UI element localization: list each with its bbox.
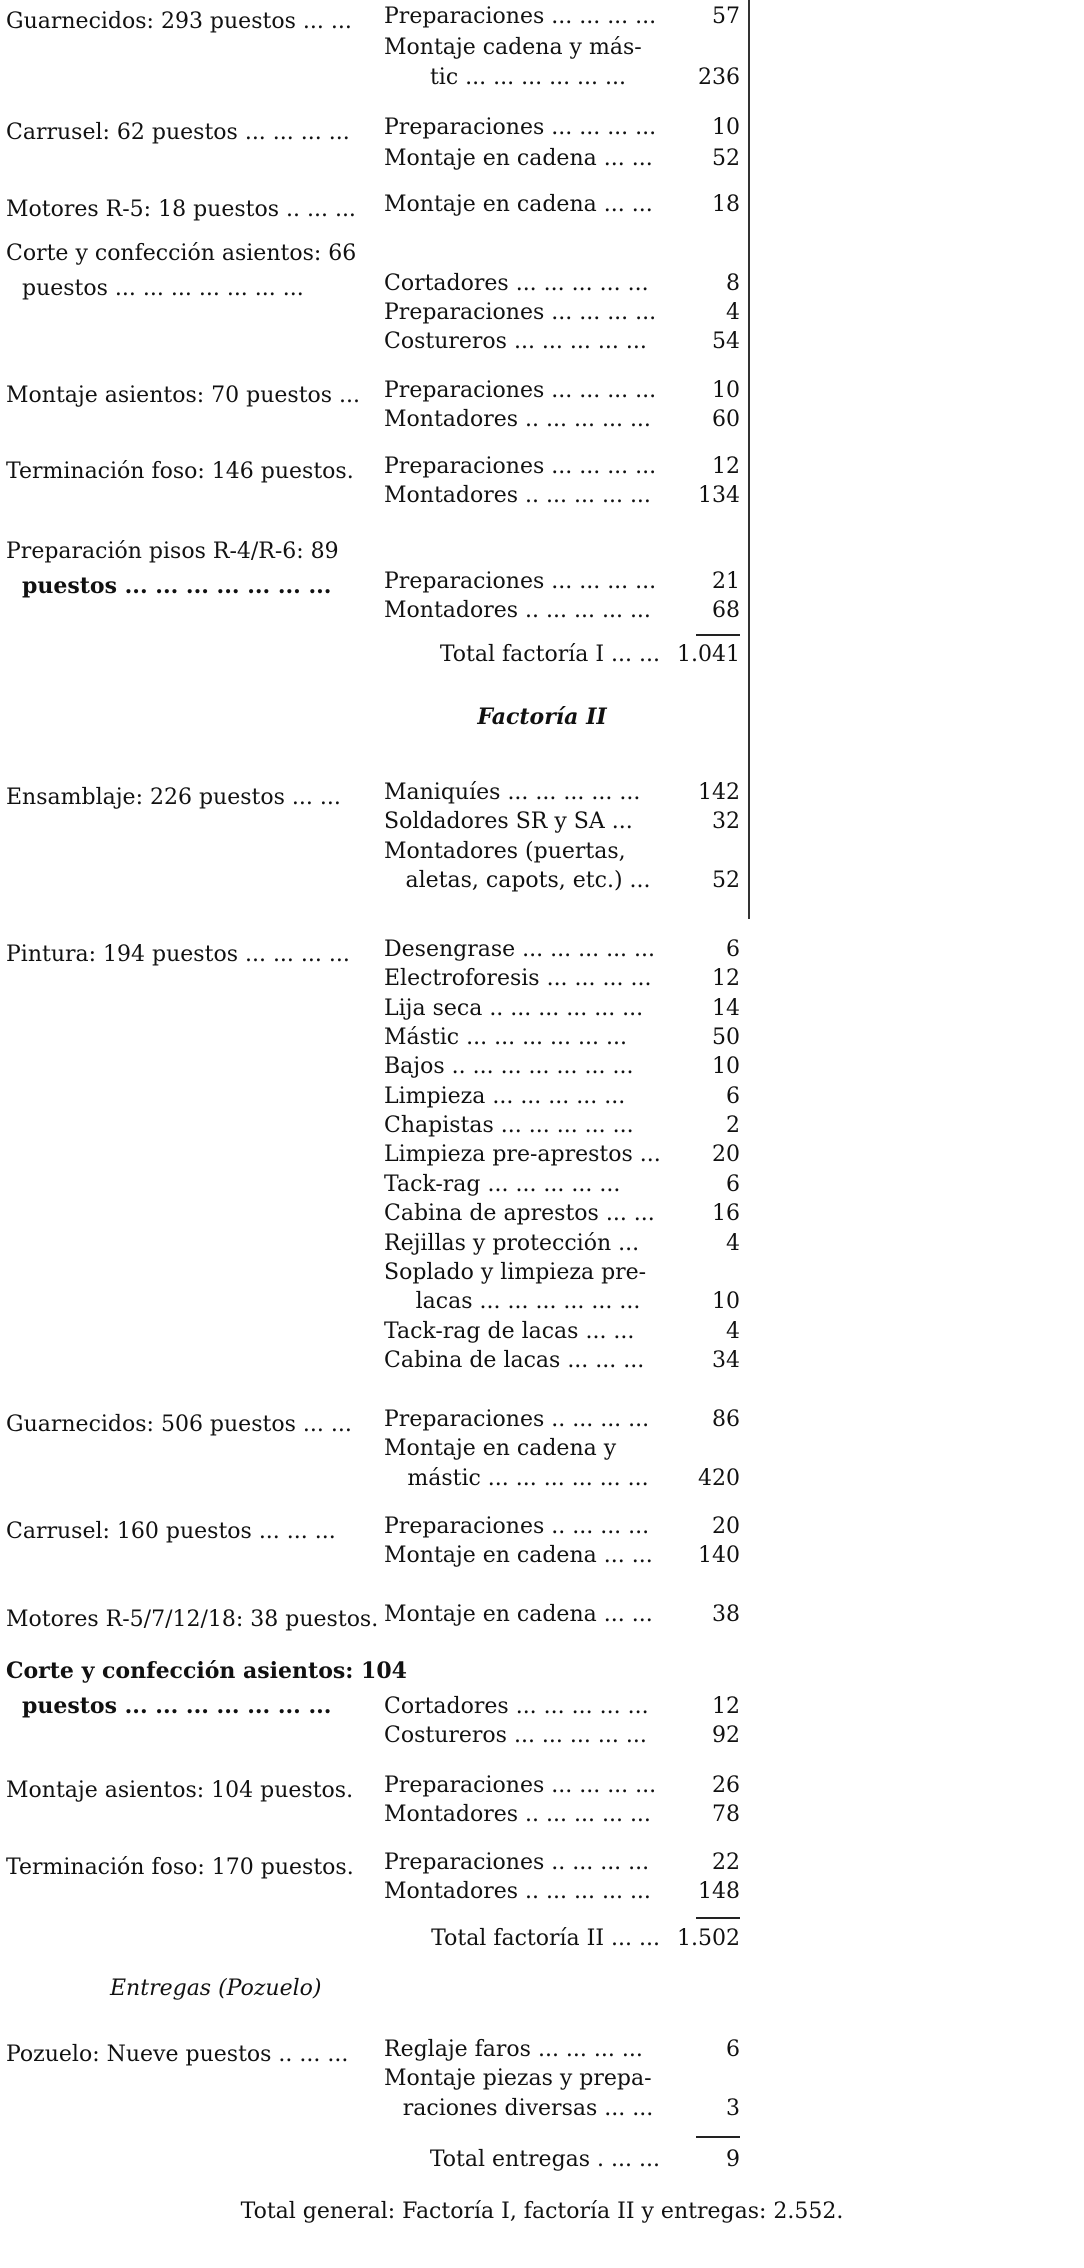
entry-row: Reglaje faros ... ... ... ... 6 bbox=[384, 2037, 740, 2062]
entry-row: Preparaciones ... ... ... ... 21 bbox=[384, 569, 740, 594]
entry-row: Preparaciones ... ... ... ... 12 bbox=[384, 454, 740, 479]
entry-row: Preparaciones ... ... ... ... 10 bbox=[384, 115, 740, 140]
section-label: Montaje asientos: 70 puestos ... bbox=[6, 383, 361, 408]
entry-row: Montadores .. ... ... ... ... 134 bbox=[384, 483, 740, 508]
subtotal-value: 1.502 bbox=[677, 1926, 740, 1951]
entry-row: Montaje en cadena ... ... 18 bbox=[384, 192, 740, 217]
entry-row: Montaje en cadena ... ... 52 bbox=[384, 146, 740, 171]
subtotal-label: Total entregas . ... ... bbox=[429, 2147, 660, 2172]
entry-row: Cortadores ... ... ... ... ... 8 bbox=[384, 271, 740, 296]
entry-row: Montadores .. ... ... ... ... 60 bbox=[384, 407, 740, 432]
margin-rule bbox=[748, 0, 750, 919]
entry-row: Costureros ... ... ... ... ... 54 bbox=[384, 329, 740, 354]
section-label: Guarnecidos: 506 puestos ... ... bbox=[6, 1412, 352, 1437]
entry-row: Montadores .. ... ... ... ... 68 bbox=[384, 598, 740, 623]
section-label: Montaje asientos: 104 puestos. bbox=[6, 1778, 354, 1803]
entry-row: Chapistas ... ... ... ... ... 2 bbox=[384, 1113, 740, 1138]
entry-row: Cortadores ... ... ... ... ... 12 bbox=[384, 1694, 740, 1719]
entry-row: Rejillas y protección ... 4 bbox=[384, 1231, 740, 1256]
section-label: Ensamblaje: 226 puestos ... ... bbox=[6, 785, 341, 810]
entry-row: Mástic ... ... ... ... ... ... 50 bbox=[384, 1025, 740, 1050]
entry-row: Montaje cadena y más- bbox=[384, 35, 642, 60]
entry-row: Preparaciones .. ... ... ... 20 bbox=[384, 1514, 740, 1539]
entry-row: Preparaciones ... ... ... ... 26 bbox=[384, 1773, 740, 1798]
total-rule bbox=[696, 1917, 740, 1919]
entry-row: Cabina de aprestos ... ... 16 bbox=[384, 1201, 740, 1226]
section-label: Corte y confección asientos: 66 puestos ... ... ... ... ... ... ... bbox=[6, 241, 357, 301]
grand-total: Total general: Factoría I, factoría II y entregas: 2.552. bbox=[240, 2199, 844, 2224]
subtotal-label: Total factoría I ... ... bbox=[439, 642, 660, 667]
entry-row: tic ... ... ... ... ... ... 236 bbox=[429, 65, 740, 90]
section-label: Pintura: 194 puestos ... ... ... ... bbox=[6, 942, 350, 967]
entry-row: Limpieza ... ... ... ... ... 6 bbox=[384, 1084, 740, 1109]
section-label: Motores R-5: 18 puestos .. ... ... bbox=[6, 197, 356, 222]
section-label: Carrusel: 160 puestos ... ... ... bbox=[6, 1519, 336, 1544]
entry-row: Bajos .. ... ... ... ... ... ... 10 bbox=[384, 1054, 740, 1079]
section-label: Pozuelo: Nueve puestos .. ... ... bbox=[6, 2042, 349, 2067]
section-label: Corte y confección asientos: 104 puestos ... ... ... ... ... ... ... bbox=[6, 1658, 407, 1719]
entry-row: raciones diversas ... ... 3 bbox=[402, 2096, 740, 2121]
entry-row: Montadores .. ... ... ... ... 78 bbox=[384, 1802, 740, 1827]
total-rule bbox=[696, 2136, 740, 2138]
subtotal-row bbox=[384, 2147, 740, 2173]
entry-row: aletas, capots, etc.) ... 52 bbox=[405, 868, 740, 893]
section-label: Guarnecidos: 293 puestos ... ... bbox=[6, 9, 352, 34]
entry-row: Montaje en cadena ... ... 140 bbox=[384, 1543, 740, 1568]
section-heading: Factoría II bbox=[477, 704, 607, 730]
subtotal-value: 9 bbox=[726, 2147, 740, 2172]
entry-row: Preparaciones .. ... ... ... 86 bbox=[384, 1407, 740, 1432]
section-label: Terminación foso: 146 puestos. bbox=[6, 459, 354, 484]
entry-row: Maniquíes ... ... ... ... ... 142 bbox=[384, 780, 740, 805]
subtotal-label: Total factoría II ... ... bbox=[431, 1926, 660, 1951]
subtotal-row bbox=[384, 1926, 740, 1952]
subtotal-row bbox=[384, 642, 740, 668]
entry-row: Cabina de lacas ... ... ... 34 bbox=[384, 1348, 740, 1373]
entry-row: Montaje piezas y prepa- bbox=[384, 2066, 652, 2091]
entry-row: Limpieza pre-aprestos ... 20 bbox=[384, 1142, 740, 1167]
total-rule bbox=[696, 634, 740, 636]
subtotal-value: 1.041 bbox=[677, 642, 740, 667]
entry-row: Montaje en cadena ... ... 38 bbox=[384, 1602, 740, 1627]
section-label: Motores R-5/7/12/18: 38 puestos. bbox=[6, 1607, 379, 1632]
entry-row: Tack-rag ... ... ... ... ... 6 bbox=[384, 1172, 740, 1197]
entry-row: Soldadores SR y SA ... 32 bbox=[384, 809, 740, 834]
section-label: Terminación foso: 170 puestos. bbox=[6, 1855, 354, 1880]
entry-row: lacas ... ... ... ... ... ... 10 bbox=[415, 1289, 740, 1314]
entry-row: Montadores .. ... ... ... ... 148 bbox=[384, 1879, 740, 1904]
section-label: Carrusel: 62 puestos ... ... ... ... bbox=[6, 120, 350, 145]
entry-row: Preparaciones ... ... ... ... 10 bbox=[384, 378, 740, 403]
entry-row: Montaje en cadena y bbox=[384, 1436, 617, 1461]
entry-row: Montadores (puertas, bbox=[384, 839, 626, 864]
entry-row: Electroforesis ... ... ... ... 12 bbox=[384, 966, 740, 991]
entry-row: Preparaciones ... ... ... ... 4 bbox=[384, 300, 740, 325]
entry-row: Lija seca .. ... ... ... ... ... 14 bbox=[384, 996, 740, 1021]
entry-row: Preparaciones .. ... ... ... 22 bbox=[384, 1850, 740, 1875]
section-label: Preparación pisos R-4/R-6: 89 puestos ... ... ... ... ... ... ... bbox=[6, 539, 339, 599]
entry-row: Costureros ... ... ... ... ... 92 bbox=[384, 1723, 740, 1748]
entry-row: Tack-rag de lacas ... ... 4 bbox=[384, 1319, 740, 1344]
entry-row: Preparaciones ... ... ... ... 57 bbox=[384, 4, 740, 29]
entry-row: mástic ... ... ... ... ... ... 420 bbox=[407, 1466, 740, 1491]
entry-row: Soplado y limpieza pre- bbox=[384, 1260, 647, 1285]
section-heading: Entregas (Pozuelo) bbox=[110, 1976, 322, 2001]
entry-row: Desengrase ... ... ... ... ... 6 bbox=[384, 937, 740, 962]
